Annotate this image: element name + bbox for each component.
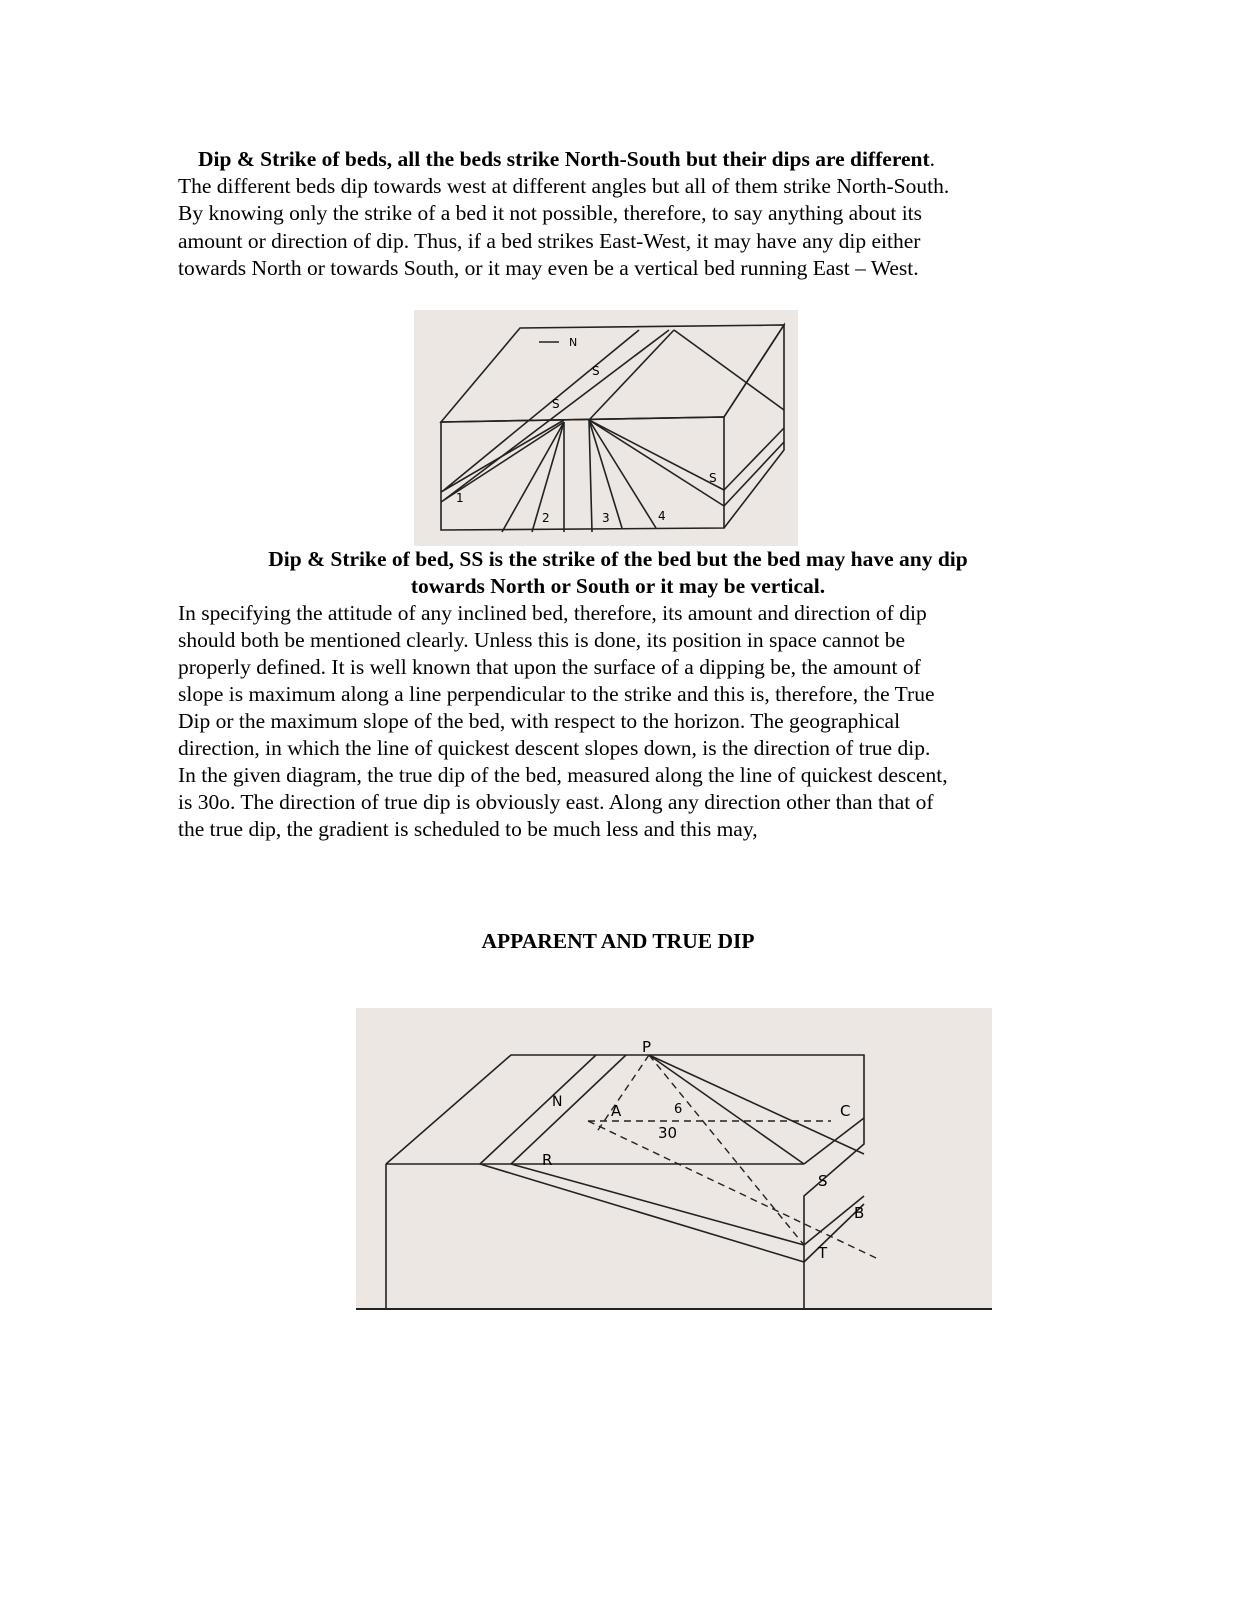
figure1-caption xyxy=(198,146,935,173)
paragraph-line: should both be mentioned clearly. Unless this is done, its position in space cannot be xyxy=(178,628,906,652)
label-north: N xyxy=(552,1094,563,1110)
paragraph-line: In the given diagram, the true dip of the bed, measured along the line of quickest descent, xyxy=(178,763,948,787)
label-s: S xyxy=(818,1172,828,1190)
label-angle-6: 6 xyxy=(674,1102,683,1117)
label-c: C xyxy=(840,1102,851,1120)
label-t: T xyxy=(818,1244,828,1262)
label-a: A xyxy=(611,1102,622,1120)
label-bed-2: 2 xyxy=(542,511,550,525)
paragraph-line: By knowing only the strike of a bed it not possible, therefore, to say anything about its xyxy=(178,201,923,225)
label-b: B xyxy=(854,1204,865,1222)
figure2-caption-line: towards North or South or it may be vertical. xyxy=(410,574,826,598)
section-heading: APPARENT AND TRUE DIP xyxy=(481,929,755,953)
label-north: N xyxy=(569,336,578,349)
label-s: S xyxy=(552,397,560,411)
label-bed-3: 3 xyxy=(602,511,610,525)
paragraph-line: is 30o. The direction of true dip is obviously east. Along any direction other than that of xyxy=(178,790,934,814)
paragraph-line: Dip or the maximum slope of the bed, with respect to the horizon. The geographical xyxy=(178,709,901,733)
paragraph-line: amount or direction of dip. Thus, if a bed strikes East-West, it may have any dip either xyxy=(178,229,921,253)
label-angle-30: 30 xyxy=(658,1124,678,1142)
caption-period: . xyxy=(929,147,936,171)
label-s: S xyxy=(709,471,717,485)
paragraph-line: slope is maximum along a line perpendicular to the strike and this is, therefore, the True xyxy=(178,682,935,706)
caption-text: Dip & Strike of beds, all the beds strike North-South but their dips are different xyxy=(198,147,930,171)
paragraph-line: direction, in which the line of quickest descent slopes down, is the direction of true dip. xyxy=(178,736,931,760)
strike-dip-block-diagram xyxy=(414,310,798,546)
paragraph-line: the true dip, the gradient is scheduled to be much less and this may, xyxy=(178,817,758,841)
label-r: R xyxy=(542,1151,553,1169)
paragraph-line: In specifying the attitude of any inclined bed, therefore, its amount and direction of dip xyxy=(178,601,927,625)
label-s: S xyxy=(592,364,600,378)
apparent-true-dip-diagram xyxy=(356,1008,992,1310)
figure2-caption-line: Dip & Strike of bed, SS is the strike of the bed but the bed may have any dip xyxy=(268,547,968,571)
paragraph-line: The different beds dip towards west at different angles but all of them strike North-South. xyxy=(178,174,950,198)
paragraph-line: properly defined. It is well known that upon the surface of a dipping be, the amount of xyxy=(178,655,921,679)
label-bed-1: 1 xyxy=(456,491,464,505)
paragraph-line: towards North or towards South, or it may even be a vertical bed running East – West. xyxy=(178,256,919,280)
label-p: P xyxy=(642,1038,652,1056)
label-bed-4: 4 xyxy=(658,509,666,523)
